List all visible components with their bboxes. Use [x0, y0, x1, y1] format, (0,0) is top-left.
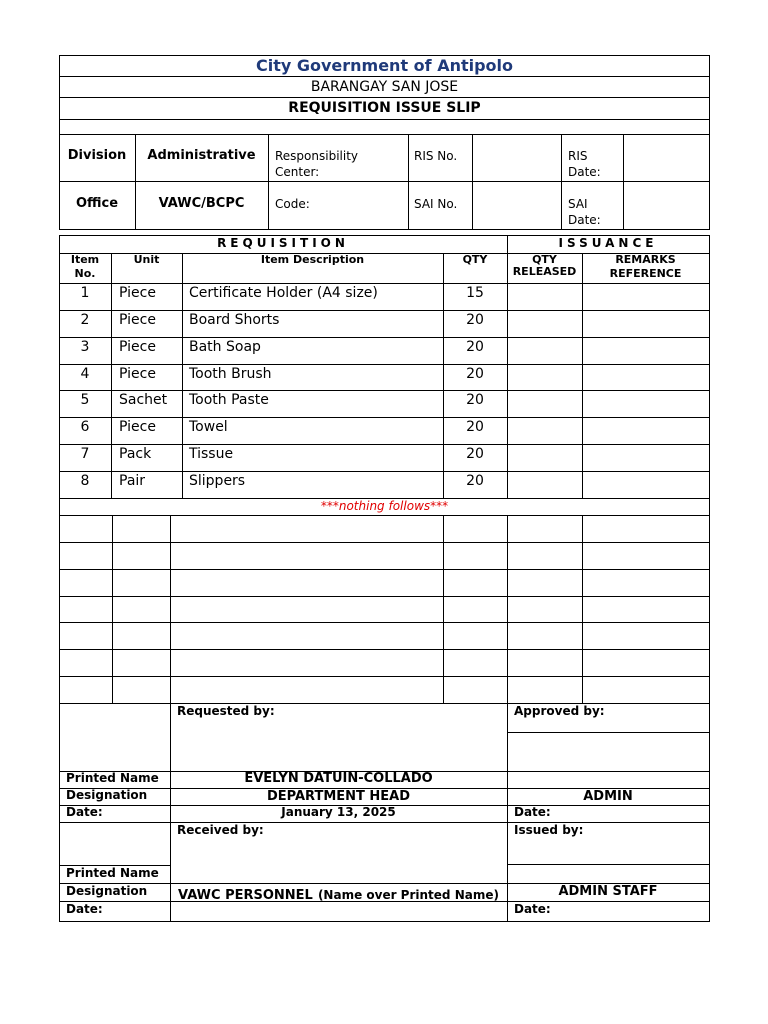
col-qty-released-2: RELEASED [512, 265, 577, 278]
ris-no-label: RIS No. [414, 149, 458, 163]
receiver-designation-note: (Name over Printed Name) [317, 888, 499, 902]
item-no: 6 [80, 419, 90, 435]
requester-designation: DEPARTMENT HEAD [266, 789, 411, 804]
col-item-no-2: No. [74, 267, 96, 280]
responsibility-label-2: Center: [275, 165, 320, 179]
item-no: 7 [80, 446, 90, 462]
item-unit: Piece [119, 366, 156, 382]
date-label-2: Date: [66, 902, 103, 916]
item-no: 8 [80, 473, 90, 489]
item-qty: 20 [466, 446, 484, 462]
requested-by-label: Requested by: [177, 704, 275, 718]
item-description: Tooth Paste [189, 392, 269, 408]
item-description: Board Shorts [189, 312, 280, 328]
col-qty-released: QTY [532, 253, 557, 266]
item-description: Certificate Holder (A4 size) [189, 285, 378, 301]
ris-date-label-2: Date: [568, 165, 601, 179]
issuance-header: ISSUANCE [558, 236, 658, 250]
item-qty: 20 [466, 473, 484, 489]
office-value: VAWC/BCPC [158, 196, 245, 211]
issued-by-label: Issued by: [514, 823, 584, 837]
item-qty: 20 [466, 366, 484, 382]
division-value: Administrative [147, 148, 256, 163]
requester-date: January 13, 2025 [281, 805, 396, 819]
sai-date-label-2: Date: [568, 213, 601, 227]
item-description: Tissue [189, 446, 234, 462]
item-no: 2 [80, 312, 90, 328]
item-qty: 20 [466, 312, 484, 328]
office-label: Office [75, 196, 119, 211]
form-title: REQUISITION ISSUE SLIP [288, 100, 481, 116]
item-description: Tooth Brush [189, 366, 272, 382]
item-no: 1 [80, 285, 90, 301]
item-qty: 20 [466, 339, 484, 355]
division-label: Division [67, 148, 127, 163]
item-no: 5 [80, 392, 90, 408]
printed-name-label: Printed Name [66, 771, 159, 785]
city-title: City Government of Antipolo [255, 56, 514, 75]
item-unit: Pack [119, 446, 152, 462]
approver-designation: ADMIN [583, 789, 633, 804]
approved-by-label: Approved by: [514, 704, 605, 718]
item-no: 4 [80, 366, 90, 382]
issuer-designation: ADMIN STAFF [558, 884, 658, 899]
col-item-no: Item [70, 253, 100, 266]
col-remarks: REMARKS [615, 253, 676, 266]
item-unit: Piece [119, 419, 156, 435]
item-unit: Pair [119, 473, 146, 489]
code-label: Code: [275, 197, 310, 211]
sai-date-label: SAI [568, 197, 588, 211]
item-qty: 20 [466, 419, 484, 435]
item-unit: Piece [119, 312, 156, 328]
item-unit: Piece [119, 285, 156, 301]
responsibility-label: Responsibility [275, 149, 359, 163]
item-description: Slippers [189, 473, 246, 489]
issuer-date-label: Date: [514, 902, 551, 916]
nothing-follows-note: ***nothing follows*** [320, 499, 449, 513]
col-qty: QTY [462, 253, 488, 266]
approver-date-label: Date: [514, 805, 551, 819]
receiver-designation-title: VAWC PERSONNEL [178, 888, 313, 903]
col-description: Item Description [260, 253, 365, 266]
col-remarks-2: REFERENCE [609, 267, 682, 280]
item-description: Towel [189, 419, 228, 435]
requisition-header: REQUISITION [217, 236, 349, 250]
item-unit: Piece [119, 339, 156, 355]
barangay-name: BARANGAY SAN JOSE [310, 79, 459, 95]
received-by-label: Received by: [177, 823, 264, 837]
receiver-designation [170, 885, 507, 904]
designation-label: Designation [66, 788, 148, 802]
item-unit: Sachet [119, 392, 168, 408]
item-qty: 15 [466, 285, 484, 301]
sai-no-label: SAI No. [414, 197, 458, 211]
ris-date-label: RIS [568, 149, 588, 163]
requester-name: EVELYN DATUIN-COLLADO [244, 771, 433, 786]
col-unit: Unit [133, 253, 160, 266]
item-description: Bath Soap [189, 339, 261, 355]
item-no: 3 [80, 339, 90, 355]
designation-label-2: Designation [66, 884, 148, 898]
printed-name-label-2: Printed Name [66, 866, 159, 880]
date-label: Date: [66, 805, 103, 819]
item-qty: 20 [466, 392, 484, 408]
